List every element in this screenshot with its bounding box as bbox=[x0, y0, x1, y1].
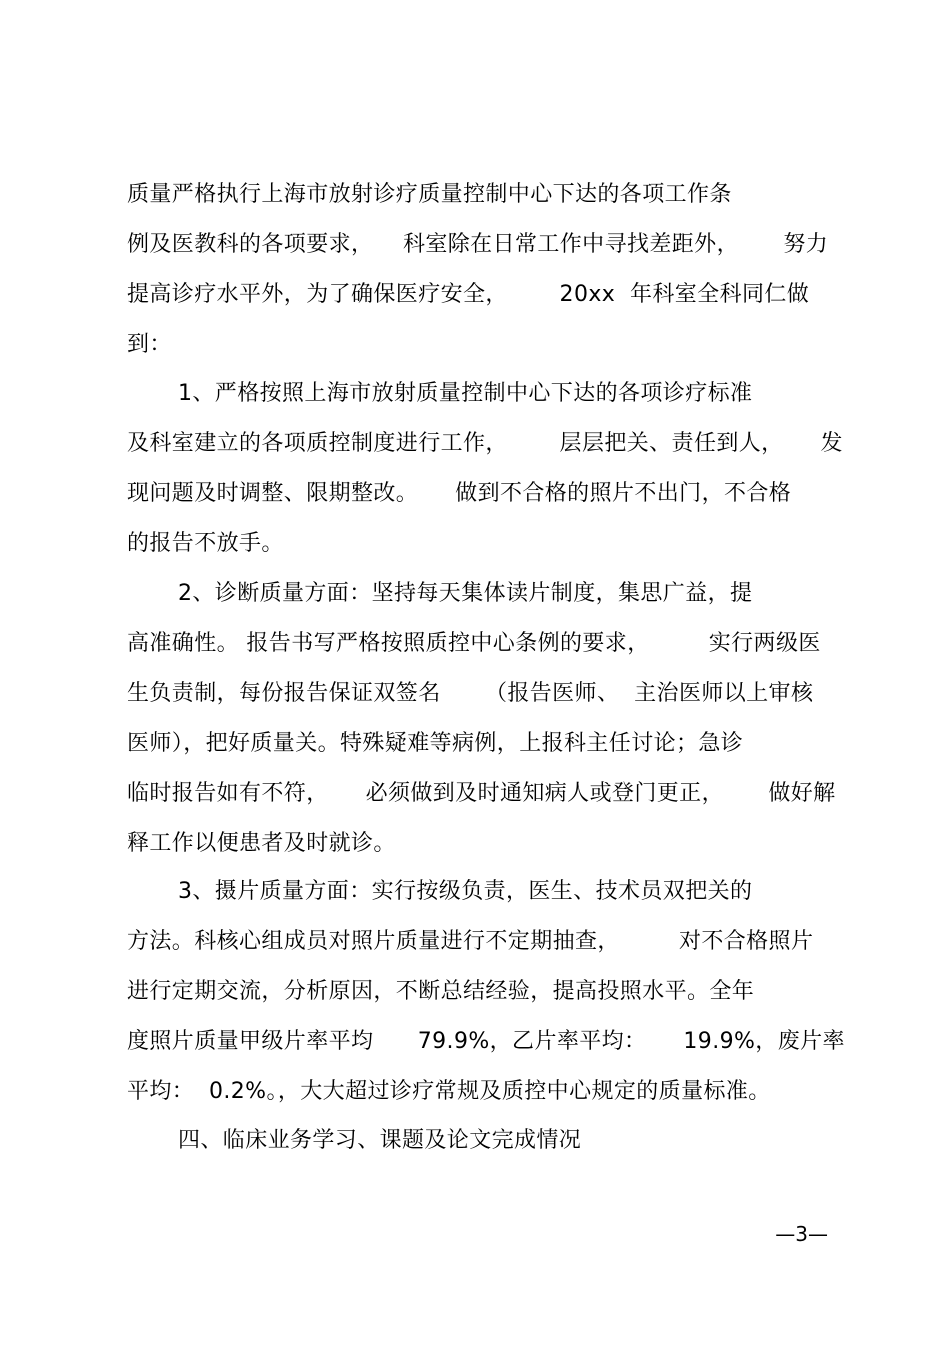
text-line: 进行定期交流，分析原因，不断总结经验，提高投照水平。全年 bbox=[127, 979, 755, 1004]
section-heading: 四、临床业务学习、课题及论文完成情况 bbox=[178, 1128, 582, 1153]
text-line: 质量严格执行上海市放射诊疗质量控制中心下达的各项工作条 bbox=[127, 182, 732, 207]
page-number: —3— bbox=[775, 1222, 828, 1246]
text-line: 1、严格按照上海市放射质量控制中心下达的各项诊疗标准 bbox=[178, 381, 753, 406]
text-line: 到： bbox=[127, 332, 172, 357]
text-line: 及科室建立的各项质控制度进行工作， 层层把关、责任到人， 发 bbox=[127, 431, 843, 456]
text-line: 高准确性。 报告书写严格按照质控中心条例的要求， 实行两级医 bbox=[127, 631, 821, 656]
text-line: 医师），把好质量关。特殊疑难等病例，上报科主任讨论；急诊 bbox=[127, 731, 744, 756]
text-line: 例及医教科的各项要求， 科室除在日常工作中寻找差距外， 努力 bbox=[127, 232, 829, 257]
text-line: 平均： 0.2%。，大大超过诊疗常规及质控中心规定的质量标准。 bbox=[127, 1079, 771, 1104]
text-line: 3、摄片质量方面：实行按级负责，医生、技术员双把关的 bbox=[178, 879, 753, 904]
text-line: 临时报告如有不符， 必须做到及时通知病人或登门更正， 做好解 bbox=[127, 781, 836, 806]
text-line: 度照片质量甲级片率平均 79.9%，乙片率平均： 19.9%，废片率 bbox=[127, 1029, 845, 1054]
text-line: 的报告不放手。 bbox=[127, 531, 284, 556]
text-line: 生负责制，每份报告保证双签名 （报告医师、 主治医师以上审核 bbox=[127, 681, 814, 706]
text-line: 释工作以便患者及时就诊。 bbox=[127, 831, 396, 856]
text-line: 2、诊断质量方面：坚持每天集体读片制度，集思广益，提 bbox=[178, 581, 753, 606]
text-line: 现问题及时调整、限期整改。 做到不合格的照片不出门，不合格 bbox=[127, 481, 792, 506]
text-line: 提高诊疗水平外，为了确保医疗安全， 20xx 年科室全科同仁做 bbox=[127, 282, 810, 307]
text-line: 方法。科核心组成员对照片质量进行不定期抽查， 对不合格照片 bbox=[127, 929, 814, 954]
